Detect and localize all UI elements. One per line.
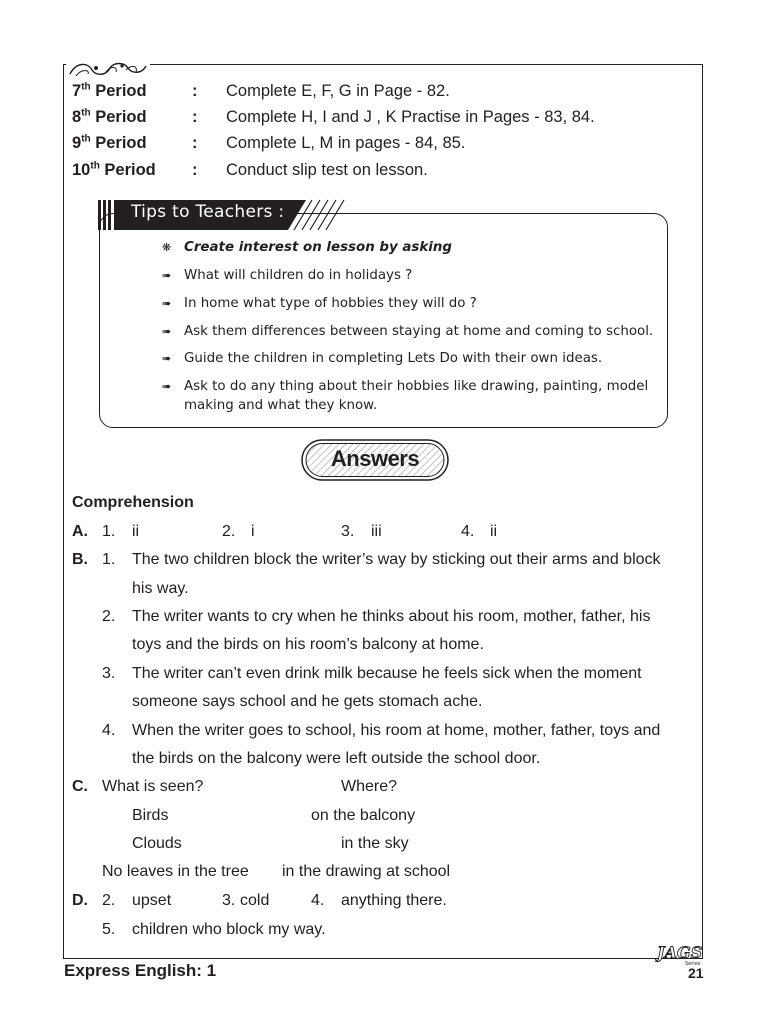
- table-cell: Clouds: [132, 835, 182, 852]
- arrow-bullet-icon: ➠: [162, 352, 172, 365]
- item-number: 1.: [102, 551, 116, 568]
- period-colon: :: [192, 108, 198, 126]
- table-cell: on the balcony: [311, 807, 416, 824]
- answer-line: When the writer goes to school, his room at home, mother, father, toys and: [132, 722, 661, 739]
- period-task: Complete L, M in pages - 84, 85.: [226, 134, 466, 152]
- table-cell: No leaves in the tree: [102, 863, 249, 880]
- item-number: 4.: [102, 722, 116, 739]
- table-cell: in the drawing at school: [282, 863, 451, 880]
- question-label: A.: [72, 523, 88, 540]
- table-cell: in the sky: [341, 835, 409, 852]
- answer-line: The writer can’t even drink milk because he feels sick when the moment: [132, 665, 642, 682]
- tip-text: What will children do in holidays ?: [184, 268, 413, 283]
- arrow-bullet-icon: ➠: [162, 297, 172, 310]
- answer-value: children who block my way.: [132, 921, 326, 938]
- period-colon: :: [192, 82, 198, 100]
- asterisk-bullet-icon: ❋: [162, 241, 172, 254]
- question-label: B.: [72, 551, 88, 568]
- item-number: 2.: [102, 608, 116, 625]
- answer-value: ii: [490, 523, 498, 540]
- answer-value: upset: [132, 892, 172, 909]
- answer-value: iii: [371, 523, 382, 540]
- tip-text: Ask to do any thing about their hobbies like drawing, painting, model making and what they know.: [184, 379, 649, 413]
- answer-value: i: [251, 523, 255, 540]
- column-header: Where?: [341, 778, 398, 795]
- arrow-bullet-icon: ➠: [162, 269, 172, 282]
- page-number: 21: [688, 965, 704, 981]
- tip-text: Create interest on lesson by asking: [184, 240, 453, 255]
- answer-line: The writer wants to cry when he thinks about his room, mother, father, his: [132, 608, 651, 625]
- arrow-bullet-icon: ➠: [162, 380, 172, 393]
- period-label: 9th Period: [72, 133, 147, 152]
- period-label: 8th Period: [72, 107, 147, 126]
- svg-text:JAGS: JAGS: [657, 943, 703, 962]
- answer-line: the birds on the balcony were left outside the school door.: [132, 750, 541, 767]
- period-colon: :: [192, 134, 198, 152]
- period-colon: :: [192, 161, 198, 179]
- table-cell: Birds: [132, 807, 169, 824]
- period-label: 10th Period: [72, 160, 156, 179]
- answer-value: cold: [240, 892, 270, 909]
- column-header: What is seen?: [102, 778, 204, 795]
- corner-ornament-icon: [66, 60, 150, 82]
- item-number: 3.: [102, 665, 116, 682]
- section-heading: Comprehension: [72, 494, 194, 511]
- item-number: 4.: [461, 523, 475, 540]
- item-number: 3.: [341, 523, 355, 540]
- answer-value: ii: [132, 523, 140, 540]
- question-label: C.: [72, 778, 88, 795]
- item-number: 4.: [311, 892, 325, 909]
- item-number: 2.: [102, 892, 116, 909]
- answers-heading: Answers: [330, 446, 420, 471]
- period-label: 7th Period: [72, 81, 147, 100]
- answer-line: toys and the birds on his room’s balcony at home.: [132, 636, 484, 653]
- jags-series-logo: [655, 942, 705, 966]
- item-number: 2.: [222, 523, 236, 540]
- answer-line: someone says school and he gets stomach ache.: [132, 693, 483, 710]
- tip-text: In home what type of hobbies they will do ?: [184, 296, 477, 311]
- period-task: Complete E, F, G in Page - 82.: [226, 82, 450, 100]
- answer-line: The two children block the writer’s way by sticking out their arms and block: [132, 551, 661, 568]
- item-number: 1.: [102, 523, 116, 540]
- period-task: Complete H, I and J , K Practise in Pages - 83, 84.: [226, 108, 595, 126]
- svg-text:Series: Series: [685, 961, 701, 966]
- tip-text: Ask them differences between staying at home and coming to school.: [184, 324, 654, 339]
- tip-text: Guide the children in completing Lets Do with their own ideas.: [184, 351, 603, 366]
- answer-line: his way.: [132, 580, 189, 597]
- answer-value: anything there.: [341, 892, 447, 909]
- arrow-bullet-icon: ➠: [162, 325, 172, 338]
- item-number: 3.: [222, 892, 236, 909]
- book-title: Express English: 1: [64, 961, 217, 980]
- item-number: 5.: [102, 921, 116, 938]
- tips-title: Tips to Teachers :: [131, 202, 285, 222]
- period-task: Conduct slip test on lesson.: [226, 161, 428, 179]
- question-label: D.: [72, 892, 88, 909]
